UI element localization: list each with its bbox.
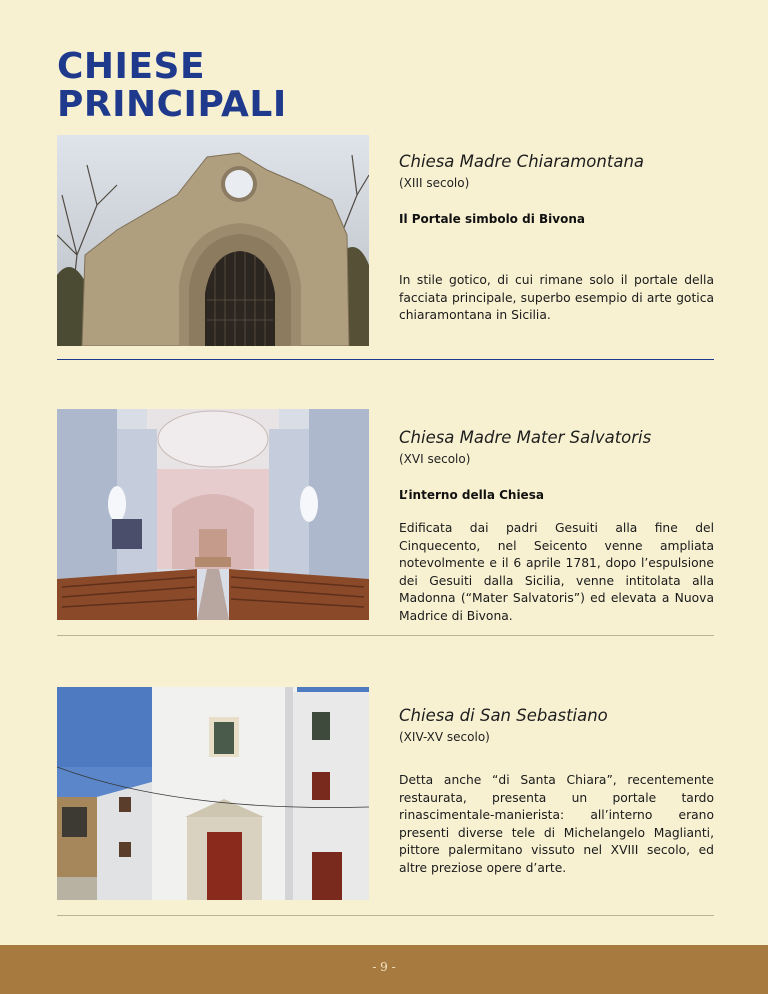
- page-title-line-1: CHIESE: [57, 46, 206, 87]
- church-name: Chiesa di San Sebastiano: [399, 706, 608, 725]
- section-divider: [57, 359, 714, 360]
- page-title: [57, 48, 287, 124]
- church-description: Edificata dai padri Gesuiti alla fine del Cinquecento, nel Seicento venne ampliata notevolmente e il 6 aprile 1781, dopo l’espulsione dei Gesuiti dalla Sicilia, venne intitolata alla Madonna (“Mater Salvatoris”) ed elevata a Nuova Madrice di Bivona.: [399, 521, 714, 623]
- church-century: (XIII secolo): [399, 176, 470, 190]
- photo-caption: L’interno della Chiesa: [399, 488, 544, 502]
- section-divider: [57, 915, 714, 916]
- section-divider: [57, 635, 714, 636]
- photo-chiesa-mater-salvatoris: [57, 409, 369, 620]
- church-description: In stile gotico, di cui rimane solo il portale della facciata principale, superbo esempio di arte gotica chiaramontana in Sicilia.: [399, 273, 714, 322]
- church-description: Detta anche “di Santa Chiara”, recentemente restaurata, presenta un portale tardo rinascimentale-manierista: all’interno erano presenti diverse tele di Michelangelo Maglianti, pittore palermitano vissuto nel XVIII secolo, ed altre preziose opere d’arte.: [399, 773, 714, 875]
- photo-chiesa-san-sebastiano: [57, 687, 369, 900]
- church-century: (XVI secolo): [399, 452, 471, 466]
- church-century: (XIV-XV secolo): [399, 730, 490, 744]
- church-name: Chiesa Madre Chiaramontana: [399, 152, 645, 171]
- church-name: Chiesa Madre Mater Salvatoris: [399, 428, 652, 447]
- page-number: - 9 -: [372, 960, 396, 974]
- page-title-line-2: PRINCIPALI: [57, 84, 287, 125]
- photo-caption: Il Portale simbolo di Bivona: [399, 212, 585, 226]
- section-mater-salvatoris: [399, 428, 714, 625]
- footer-bar: [0, 945, 768, 994]
- photo-chiesa-chiaramontana: [57, 135, 369, 346]
- section-chiaramontana: [399, 152, 714, 325]
- section-san-sebastiano: [399, 706, 714, 877]
